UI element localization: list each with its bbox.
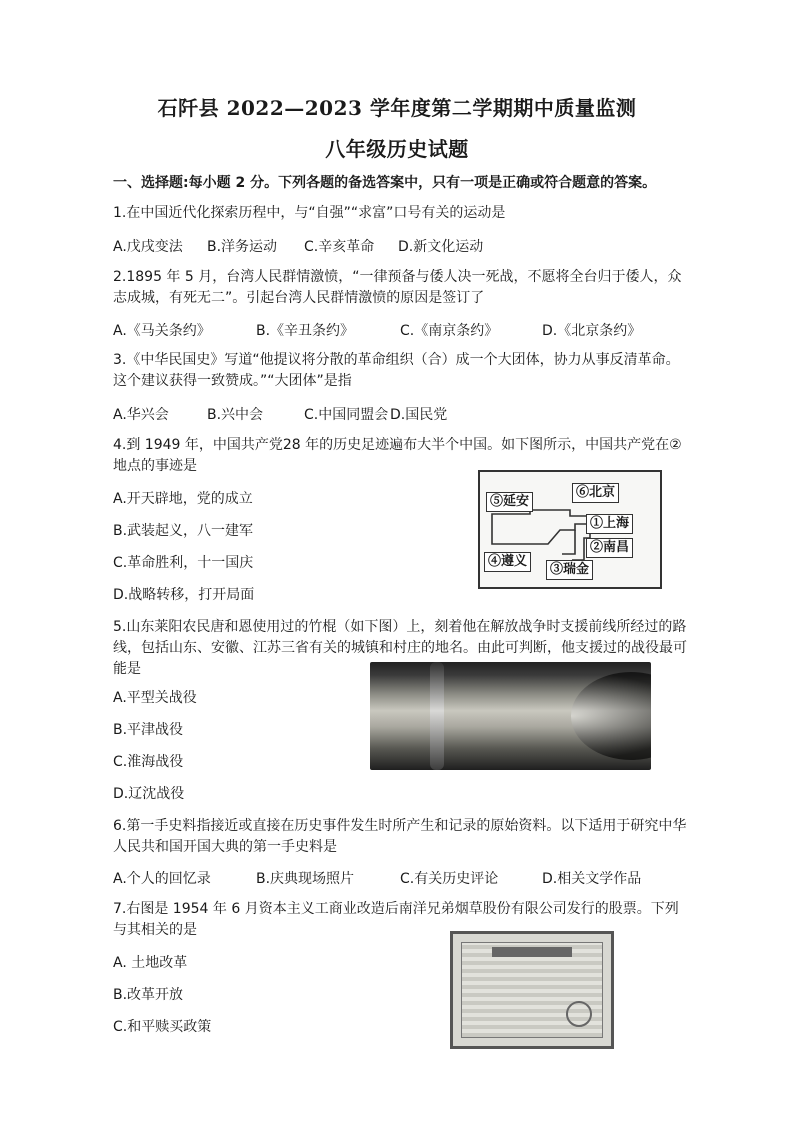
question-6-option-a[interactable]: A.个人的回忆录: [113, 871, 211, 887]
question-3-option-c[interactable]: C.中国同盟会: [304, 407, 389, 423]
map-city-ruijin: ③瑞金: [546, 560, 593, 580]
question-2-option-d[interactable]: D.《北京条约》: [542, 323, 642, 339]
question-5-option-d[interactable]: D.辽沈战役: [113, 786, 185, 802]
map-city-nanchang: ②南昌: [586, 538, 633, 558]
bamboo-stick-photo: [370, 662, 651, 770]
question-4-option-d[interactable]: D.战略转移，打开局面: [113, 587, 255, 603]
map-city-zunyi: ④遵义: [484, 552, 531, 572]
question-6-option-c[interactable]: C.有关历史评论: [400, 871, 499, 887]
stock-certificate-photo: [450, 931, 614, 1049]
question-3-option-b[interactable]: B.兴中会: [207, 407, 264, 423]
question-6-option-d[interactable]: D.相关文学作品: [542, 871, 642, 887]
question-7-option-c[interactable]: C.和平赎买政策: [113, 1019, 212, 1035]
map-city-shanghai: ①上海: [586, 514, 633, 534]
question-3-option-a[interactable]: A.华兴会: [113, 407, 169, 423]
question-5-option-a[interactable]: A.平型关战役: [113, 690, 197, 706]
question-3-stem: 3.《中华民国史》写道“他提议将分散的革命组织（合）成一个大团体，协力从事反清革命。这个建议获得一致赞成。”“大团体”是指: [113, 352, 680, 389]
question-1-option-c[interactable]: C.辛亥革命: [304, 239, 375, 255]
exam-title: 石阡县 2022—2023 学年度第二学期期中质量监测: [157, 96, 637, 120]
question-4-stem: 4.到 1949 年，中国共产党28 年的历史足迹遍布大半个中国。如下图所示，中国共产党在②地点的事迹是: [113, 437, 682, 474]
section-heading: 一、选择题:每小题 2 分。下列各题的备选答案中，只有一项是正确或符合题意的答案。: [113, 175, 657, 191]
question-7-option-a[interactable]: A. 土地改革: [113, 955, 188, 971]
question-6-stem: 6.第一手史料指接近或直接在历史事件发生时所产生和记录的原始资料。以下适用于研究中华人民共和国开国大典的第一手史料是: [113, 818, 687, 855]
party-history-map: [478, 470, 662, 589]
question-7-stem: 7.右图是 1954 年 6 月资本主义工商业改造后南洋兄弟烟草股份有限公司发行的股票。下列与其相关的是: [113, 901, 679, 938]
question-2-option-c[interactable]: C.《南京条约》: [400, 323, 499, 339]
question-2-option-a[interactable]: A.《马关条约》: [113, 323, 211, 339]
question-1-option-d[interactable]: D.新文化运动: [398, 239, 484, 255]
question-7-option-b[interactable]: B.改革开放: [113, 987, 184, 1003]
map-city-beijing: ⑥北京: [572, 483, 619, 503]
bamboo-tip-highlight: [571, 672, 651, 760]
question-4-option-c[interactable]: C.革命胜利，十一国庆: [113, 555, 254, 571]
question-2-option-b[interactable]: B.《辛丑条约》: [256, 323, 355, 339]
exam-subtitle: 八年级历史试题: [325, 137, 469, 161]
question-5-stem: 5.山东莱阳农民唐和恩使用过的竹棍（如下图）上，刻着他在解放战争时支援前线所经过的路线，包括山东、安徽、江苏三省有关的城镇和村庄的地名。由此可判断，他支援过的战役最可能是: [113, 619, 687, 677]
certificate-seal: [566, 1001, 592, 1027]
certificate-header-bar: [492, 947, 572, 957]
question-1-stem: 1.在中国近代化探索历程中，与“自强”“求富”口号有关的运动是: [113, 205, 506, 221]
question-1-option-b[interactable]: B.洋务运动: [207, 239, 278, 255]
question-4-option-b[interactable]: B.武装起义，八一建军: [113, 523, 254, 539]
question-4-option-a[interactable]: A.开天辟地，党的成立: [113, 491, 253, 507]
question-5-option-b[interactable]: B.平津战役: [113, 722, 184, 738]
question-2-stem: 2.1895 年 5 月，台湾人民群情激愤，“一律预备与倭人决一死战，不愿将全台归于倭人，众志成城，有死无二”。引起台湾人民群情激愤的原因是签订了: [113, 269, 682, 306]
certificate-body: [461, 942, 603, 1038]
question-1-option-a[interactable]: A.戊戌变法: [113, 239, 183, 255]
map-city-yanan: ⑤延安: [486, 492, 533, 512]
bamboo-node: [430, 662, 444, 770]
question-6-option-b[interactable]: B.庆典现场照片: [256, 871, 355, 887]
question-5-option-c[interactable]: C.淮海战役: [113, 754, 184, 770]
question-3-option-d[interactable]: D.国民党: [390, 407, 448, 423]
